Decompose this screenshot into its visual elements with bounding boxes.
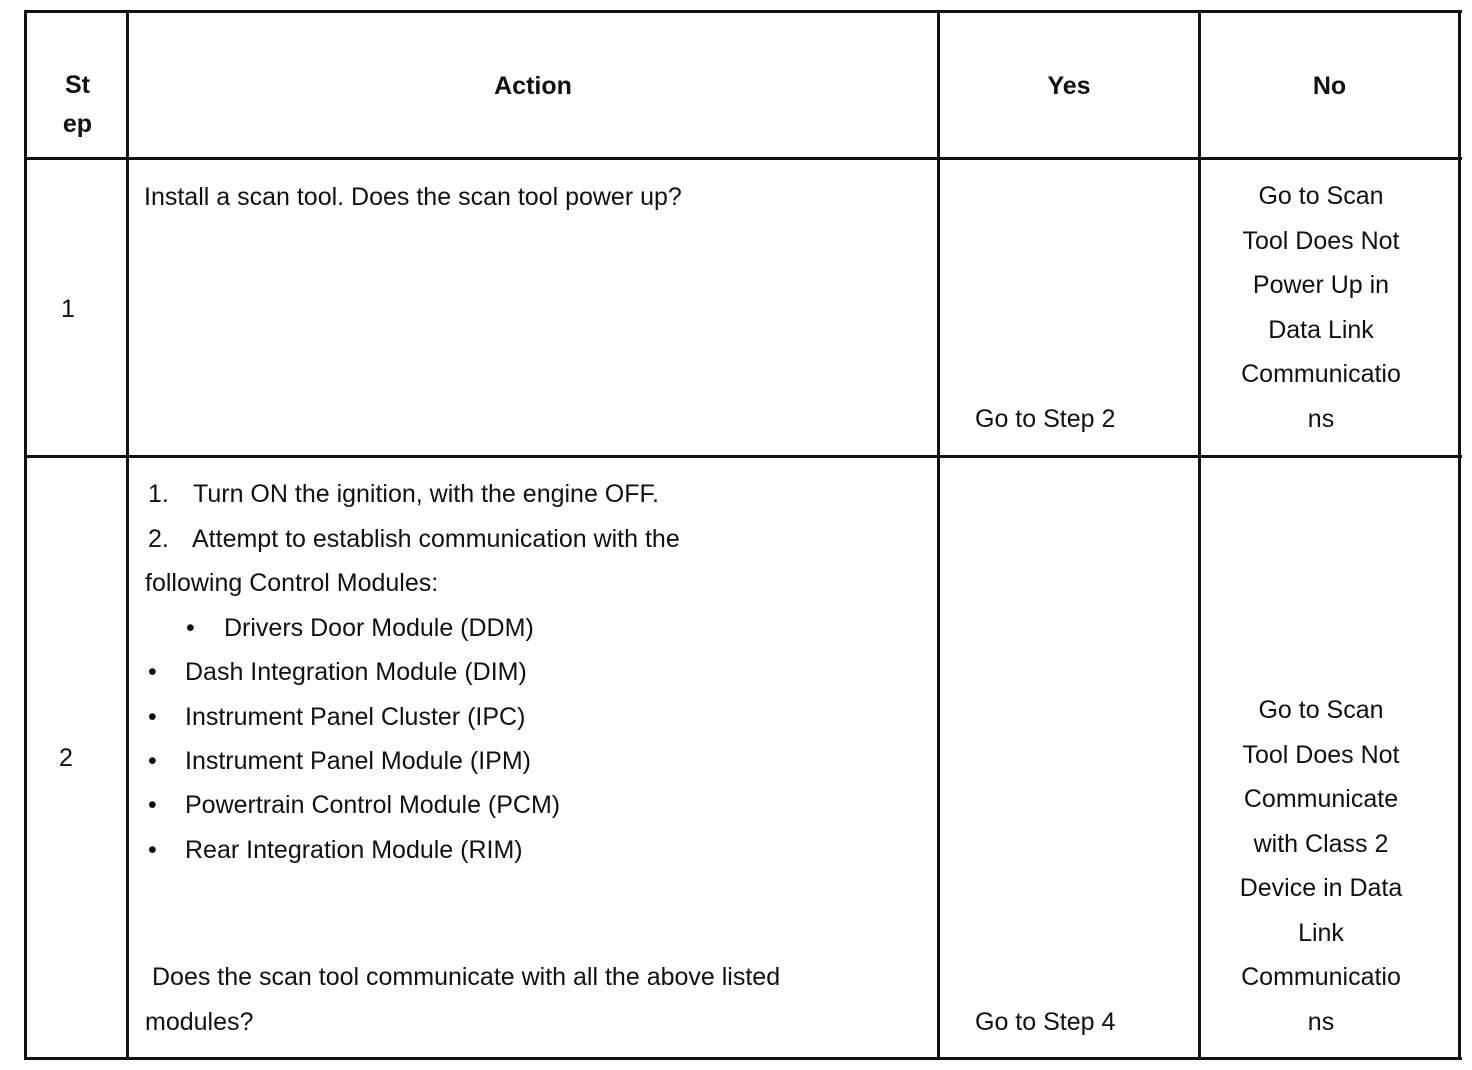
bullet-item-ipm: Instrument Panel Module (IPM) bbox=[185, 747, 531, 775]
row-1-action: Install a scan tool. Does the scan tool power up? bbox=[144, 183, 682, 211]
row-2-yes: Go to Step 4 bbox=[975, 1008, 1116, 1036]
bullet-item-pcm: Powertrain Control Module (PCM) bbox=[185, 791, 561, 819]
table-border-top bbox=[24, 10, 1462, 13]
header-step: St ep bbox=[62, 71, 93, 138]
bullet-icon: • bbox=[148, 658, 157, 686]
header-yes: Yes bbox=[1047, 72, 1091, 100]
bullet-icon: • bbox=[148, 836, 157, 864]
row-1-step: 1 bbox=[61, 295, 75, 323]
numbered-step-1-text: Turn ON the ignition, with the engine OFF. bbox=[193, 480, 659, 508]
row-2-step: 2 bbox=[59, 744, 73, 772]
row-2-question-line-1: Does the scan tool communicate with all the above listed bbox=[152, 963, 781, 991]
row-1-no: Go to Scan Tool Does Not Power Up in Data Link Communicatio ns bbox=[1241, 182, 1401, 433]
table-border-left bbox=[24, 10, 27, 1060]
bullet-item-dim: Dash Integration Module (DIM) bbox=[185, 658, 527, 686]
row-2-question-line-2: modules? bbox=[145, 1008, 254, 1036]
numbered-step-2-number: 2. bbox=[148, 525, 169, 553]
numbered-step-1-number: 1. bbox=[148, 480, 169, 508]
bullet-item-ddm: Drivers Door Module (DDM) bbox=[224, 614, 534, 642]
bullet-icon: • bbox=[148, 747, 157, 775]
row-divider bbox=[24, 455, 1462, 458]
header-no: No bbox=[1312, 72, 1347, 100]
table-border-bottom bbox=[24, 1057, 1462, 1060]
table-border-right bbox=[1458, 10, 1461, 1060]
bullet-item-ipc: Instrument Panel Cluster (IPC) bbox=[185, 703, 526, 731]
numbered-step-2-continuation: following Control Modules: bbox=[145, 569, 439, 597]
bullet-item-rim: Rear Integration Module (RIM) bbox=[185, 836, 523, 864]
column-divider-step bbox=[126, 10, 129, 1060]
header-action: Action bbox=[494, 72, 572, 100]
row-2-no: Go to Scan Tool Does Not Communicate with Class 2 Device in Data Link Communicatio ns bbox=[1239, 696, 1403, 1036]
numbered-step-2-text: Attempt to establish communication with the bbox=[192, 525, 680, 553]
row-1-yes: Go to Step 2 bbox=[975, 405, 1116, 433]
column-divider-action bbox=[937, 10, 940, 1060]
bullet-icon: • bbox=[148, 703, 157, 731]
bullet-icon: • bbox=[148, 791, 157, 819]
header-divider bbox=[24, 157, 1462, 160]
bullet-icon: • bbox=[186, 614, 195, 642]
